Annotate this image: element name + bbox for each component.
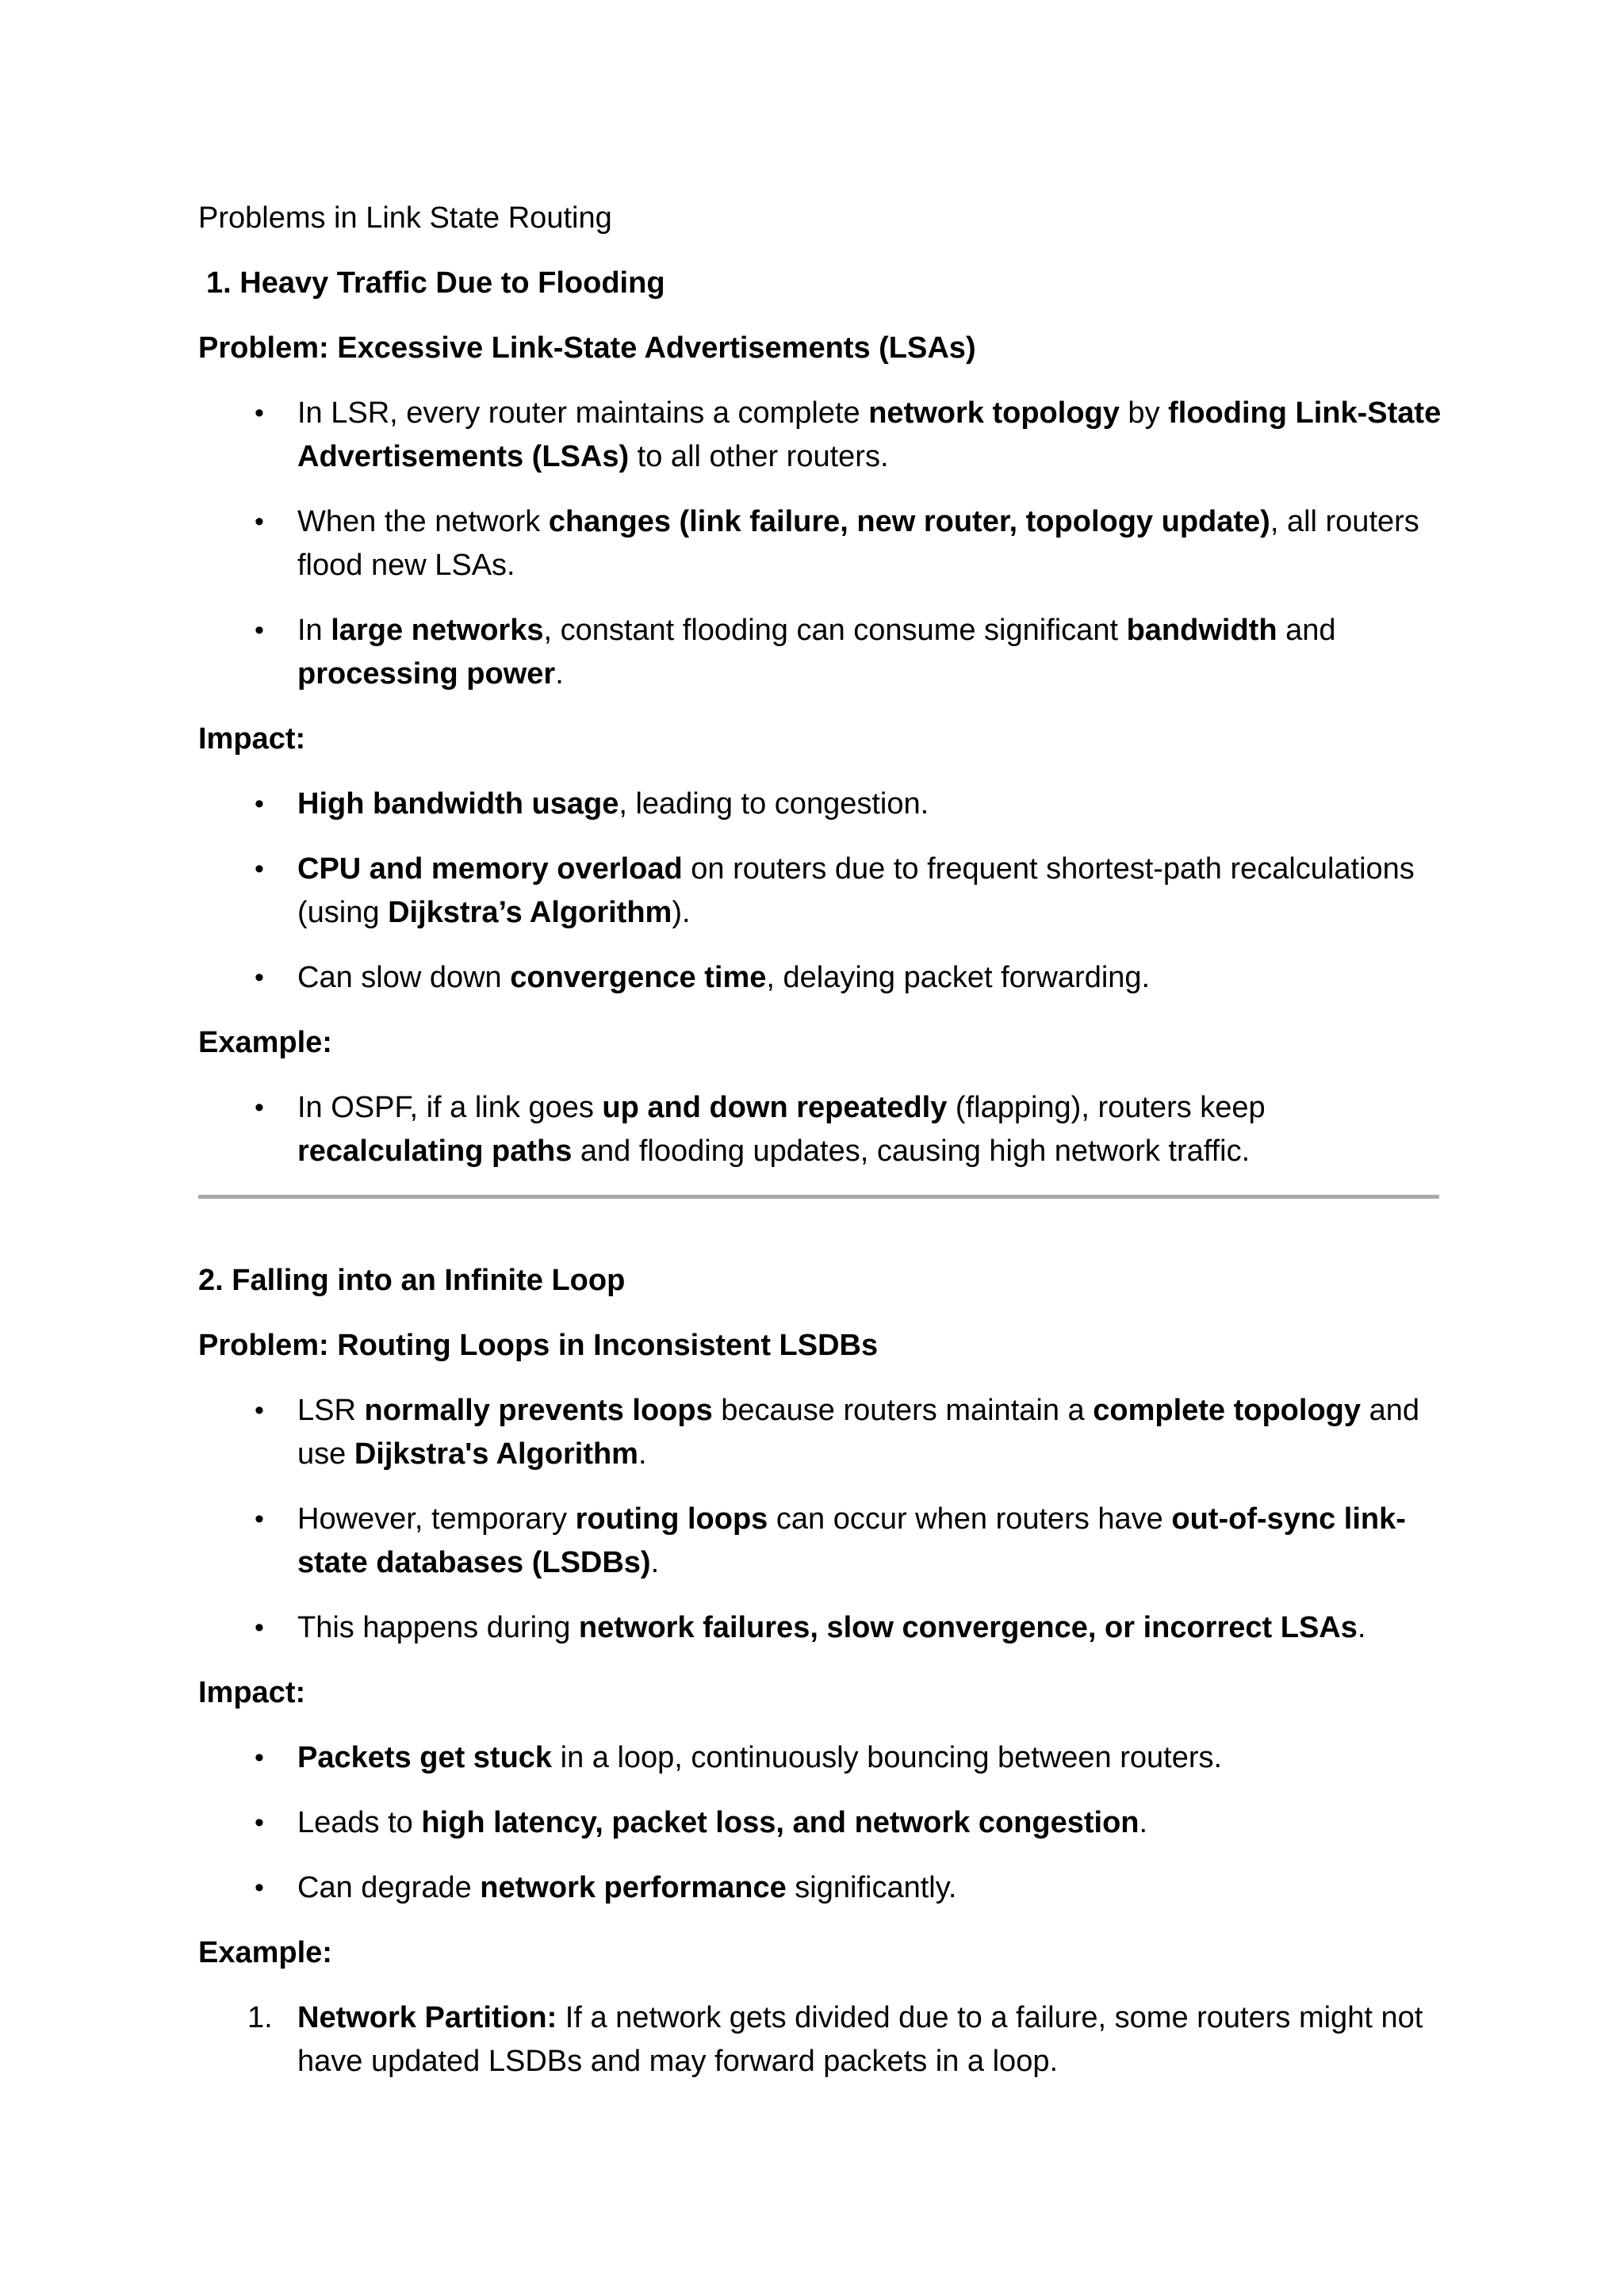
list-text: and flooding updates, causing high network traffic. xyxy=(572,1135,1251,1168)
list-text: When the network xyxy=(297,505,549,538)
list-text: significantly. xyxy=(786,1871,957,1904)
list-item xyxy=(198,1801,1443,1845)
impact-heading: Impact: xyxy=(198,722,306,756)
bullet-icon: • xyxy=(255,854,264,884)
bold-text: complete topology xyxy=(1093,1394,1362,1427)
bold-text: bandwidth xyxy=(1126,614,1277,647)
document-title: Problems in Link State Routing xyxy=(198,201,612,235)
list-text: and use xyxy=(297,1394,1419,1471)
bullet-icon: • xyxy=(255,398,264,428)
example-heading: Example: xyxy=(198,1026,332,1059)
bold-text: network performance xyxy=(480,1871,787,1904)
impact-bullet-list xyxy=(198,1736,1443,1910)
bold-text: normally prevents loops xyxy=(364,1394,713,1427)
list-text: , leading to congestion. xyxy=(619,787,929,821)
list-text: In OSPF, if a link goes xyxy=(297,1091,603,1124)
bullet-icon: • xyxy=(255,507,264,537)
bold-text: Dijkstra’s Algorithm xyxy=(388,896,672,929)
bold-text: Packets get stuck xyxy=(297,1741,553,1774)
bold-text: up and down repeatedly xyxy=(602,1091,948,1124)
example-bullet-list xyxy=(198,1086,1443,1173)
list-text: and xyxy=(1277,614,1336,647)
bullet-icon: • xyxy=(255,962,264,993)
list-text: This happens during xyxy=(297,1611,579,1644)
list-text: If a network gets divided due to a failure, some routers might not have updated LSDBs and may forward packets in a loop. xyxy=(297,2001,1423,2078)
impact-bullet-list xyxy=(198,783,1443,1000)
list-text: In LSR, every router maintains a complete xyxy=(297,396,869,430)
bold-text: High bandwidth usage xyxy=(297,787,619,821)
bullet-icon: • xyxy=(255,789,264,819)
list-item xyxy=(198,1736,1443,1780)
list-item xyxy=(198,500,1443,587)
bold-text: network topology xyxy=(868,396,1120,430)
list-text: . xyxy=(1139,1806,1148,1839)
bold-text: high latency, packet loss, and network congestion xyxy=(421,1806,1139,1839)
example-numbered-list xyxy=(198,1996,1443,2084)
list-text: ). xyxy=(672,896,691,929)
problem-bullet-list xyxy=(198,392,1443,696)
list-text: In xyxy=(297,614,331,647)
bold-text: out-of-sync link-state databases (LSDBs) xyxy=(297,1502,1406,1579)
list-text: However, temporary xyxy=(297,1502,576,1536)
section-infinite-loop xyxy=(198,1259,1443,2084)
section-heavy-traffic xyxy=(198,262,1443,1173)
list-text: can occur when routers have xyxy=(768,1502,1172,1536)
bold-text: processing power xyxy=(297,657,556,691)
document-body xyxy=(198,197,1443,2105)
section-heading: 2. Falling into an Infinite Loop xyxy=(198,1264,626,1297)
list-text: because routers maintain a xyxy=(712,1394,1094,1427)
problem-heading: Problem: Excessive Link-State Advertisements (LSAs) xyxy=(198,331,976,365)
list-item xyxy=(198,609,1443,696)
bullet-icon: • xyxy=(255,1395,264,1425)
list-text: Can degrade xyxy=(297,1871,481,1904)
list-text: , constant flooding can consume significant xyxy=(543,614,1127,647)
list-text: on routers due to frequent shortest-path recalculations (using xyxy=(297,852,1415,929)
list-text: . xyxy=(638,1437,647,1471)
list-item xyxy=(198,783,1443,826)
bold-text: routing loops xyxy=(575,1502,768,1536)
bold-text: recalculating paths xyxy=(297,1135,573,1168)
bold-text: convergence time xyxy=(510,961,767,994)
list-text: , delaying packet forwarding. xyxy=(766,961,1151,994)
list-item xyxy=(198,1996,1443,2084)
bold-text: changes (link failure, new router, topology update) xyxy=(548,505,1270,538)
bold-text: Network Partition: xyxy=(297,2001,557,2034)
list-text: to all other routers. xyxy=(629,440,889,473)
list-text: in a loop, continuously bouncing between routers. xyxy=(552,1741,1223,1774)
problem-bullet-list xyxy=(198,1389,1443,1650)
bullet-icon: • xyxy=(255,1613,264,1643)
list-text: Can slow down xyxy=(297,961,511,994)
bullet-icon: • xyxy=(255,1808,264,1838)
section-heading: 1. Heavy Traffic Due to Flooding xyxy=(206,266,665,300)
list-item xyxy=(198,1866,1443,1910)
list-text: by xyxy=(1119,396,1169,430)
bullet-icon: • xyxy=(255,1093,264,1123)
bold-text: CPU and memory overload xyxy=(297,852,683,886)
list-text: . xyxy=(1357,1611,1366,1644)
list-item xyxy=(198,1606,1443,1650)
list-item xyxy=(198,392,1443,479)
list-text: . xyxy=(650,1546,660,1579)
problem-heading: Problem: Routing Loops in Inconsistent LSDBs xyxy=(198,1329,879,1362)
list-item xyxy=(198,1498,1443,1585)
list-item xyxy=(198,1389,1443,1476)
list-item xyxy=(198,848,1443,935)
bullet-icon: • xyxy=(255,1873,264,1903)
bullet-icon: • xyxy=(255,615,264,645)
list-text: (flapping), routers keep xyxy=(947,1091,1266,1124)
impact-heading: Impact: xyxy=(198,1676,306,1709)
horizontal-divider xyxy=(198,1195,1439,1199)
list-text: , all routers flood new LSAs. xyxy=(297,505,1419,582)
bullet-icon: • xyxy=(255,1504,264,1534)
list-text: Leads to xyxy=(297,1806,422,1839)
bold-text: flooding Link-State Advertisements (LSAs) xyxy=(297,396,1442,473)
list-text: LSR xyxy=(297,1394,365,1427)
example-heading: Example: xyxy=(198,1936,332,1969)
list-item xyxy=(198,1086,1443,1173)
bold-text: large networks xyxy=(331,614,544,647)
bold-text: network failures, slow convergence, or incorrect LSAs xyxy=(578,1611,1358,1644)
list-number: 1. xyxy=(247,2001,273,2034)
list-text: . xyxy=(555,657,564,691)
list-item xyxy=(198,956,1443,1000)
bullet-icon: • xyxy=(255,1743,264,1773)
bold-text: Dijkstra's Algorithm xyxy=(354,1437,638,1471)
